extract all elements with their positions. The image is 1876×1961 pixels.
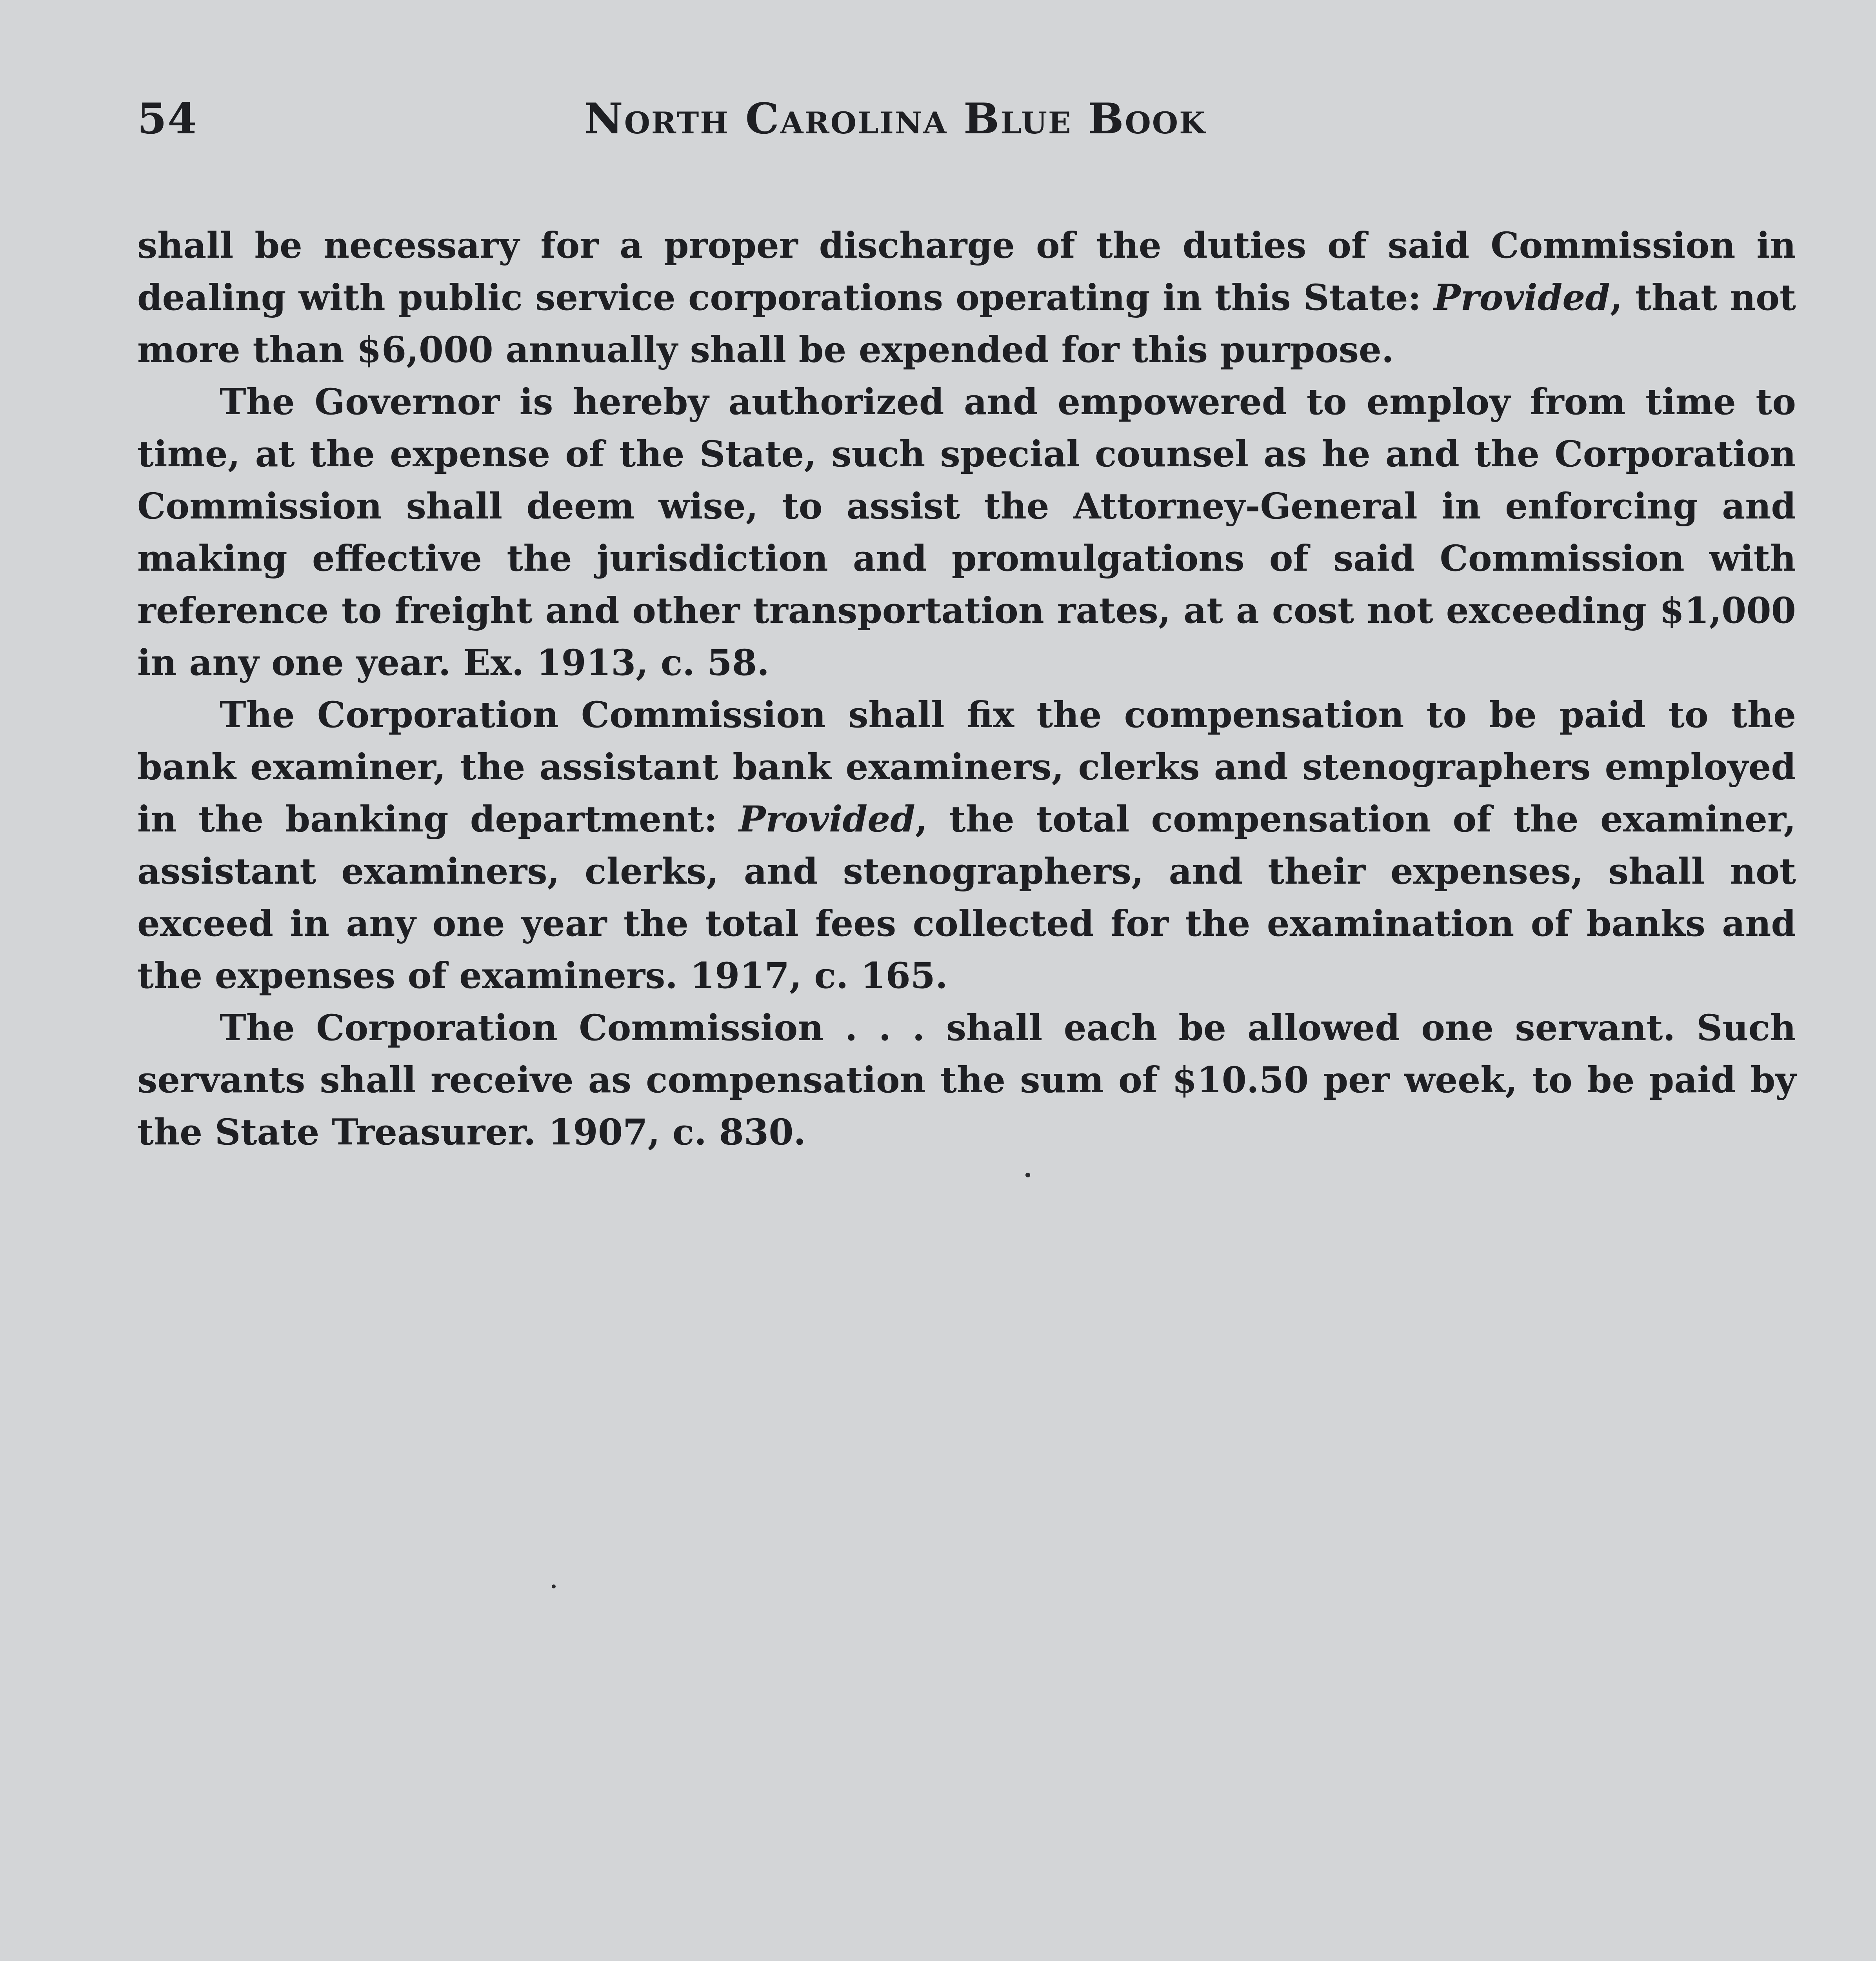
- paragraph-3: [137, 689, 1796, 1002]
- paragraph-1-before: shall be necessary for a proper discharge of the duties of said Commission in dealing with public service corporations operating in this State:: [137, 225, 1796, 318]
- page-header: [137, 94, 1796, 149]
- paragraph-4: The Corporation Commission . . . shall each be allowed one servant. Such servants shall receive as compensation the sum of $10.50 per week, to be paid by the State Treasurer. 1907, c. 830.: [137, 1007, 1796, 1153]
- running-title: North Carolina Blue Book: [584, 94, 1207, 144]
- paragraph-1-after: , that not more than $6,000 annually shall be expended for this purpose.: [137, 277, 1796, 371]
- paragraph-2: The Governor is hereby authorized and empowered to employ from time to time, at the expense of the State, such special counsel as he and the Corporation Commission shall deem wise, to assist the Attorney-General in enforcing and making effective the jurisdiction and promulgations of said Commission with reference to freight and other transportation rates, at a cost not exceeding $1,000 in any one year. Ex. 1913, c. 58.: [137, 381, 1796, 684]
- paragraph-3-after: , the total compensation of the examiner, assistant examiners, clerks, and stenographers, and their expenses, shall not exceed in any one year the total fees collected for the examination of banks and the expenses of examiners. 1917, c. 165.: [137, 799, 1796, 997]
- paragraph-3-before: The Corporation Commission shall fix the compensation to be paid to the bank examiner, the assistant bank examiners, clerks and stenographers employed in the banking department:: [137, 694, 1796, 840]
- paragraph-1-italic: Provided: [1434, 277, 1610, 318]
- paragraph-1: [137, 220, 1796, 376]
- page-number: 54: [137, 94, 198, 144]
- paper-speck: [1025, 1173, 1030, 1177]
- body-text: [137, 220, 1796, 1159]
- paper-speck: [552, 1584, 556, 1588]
- paragraph-3-italic: Provided: [739, 799, 915, 840]
